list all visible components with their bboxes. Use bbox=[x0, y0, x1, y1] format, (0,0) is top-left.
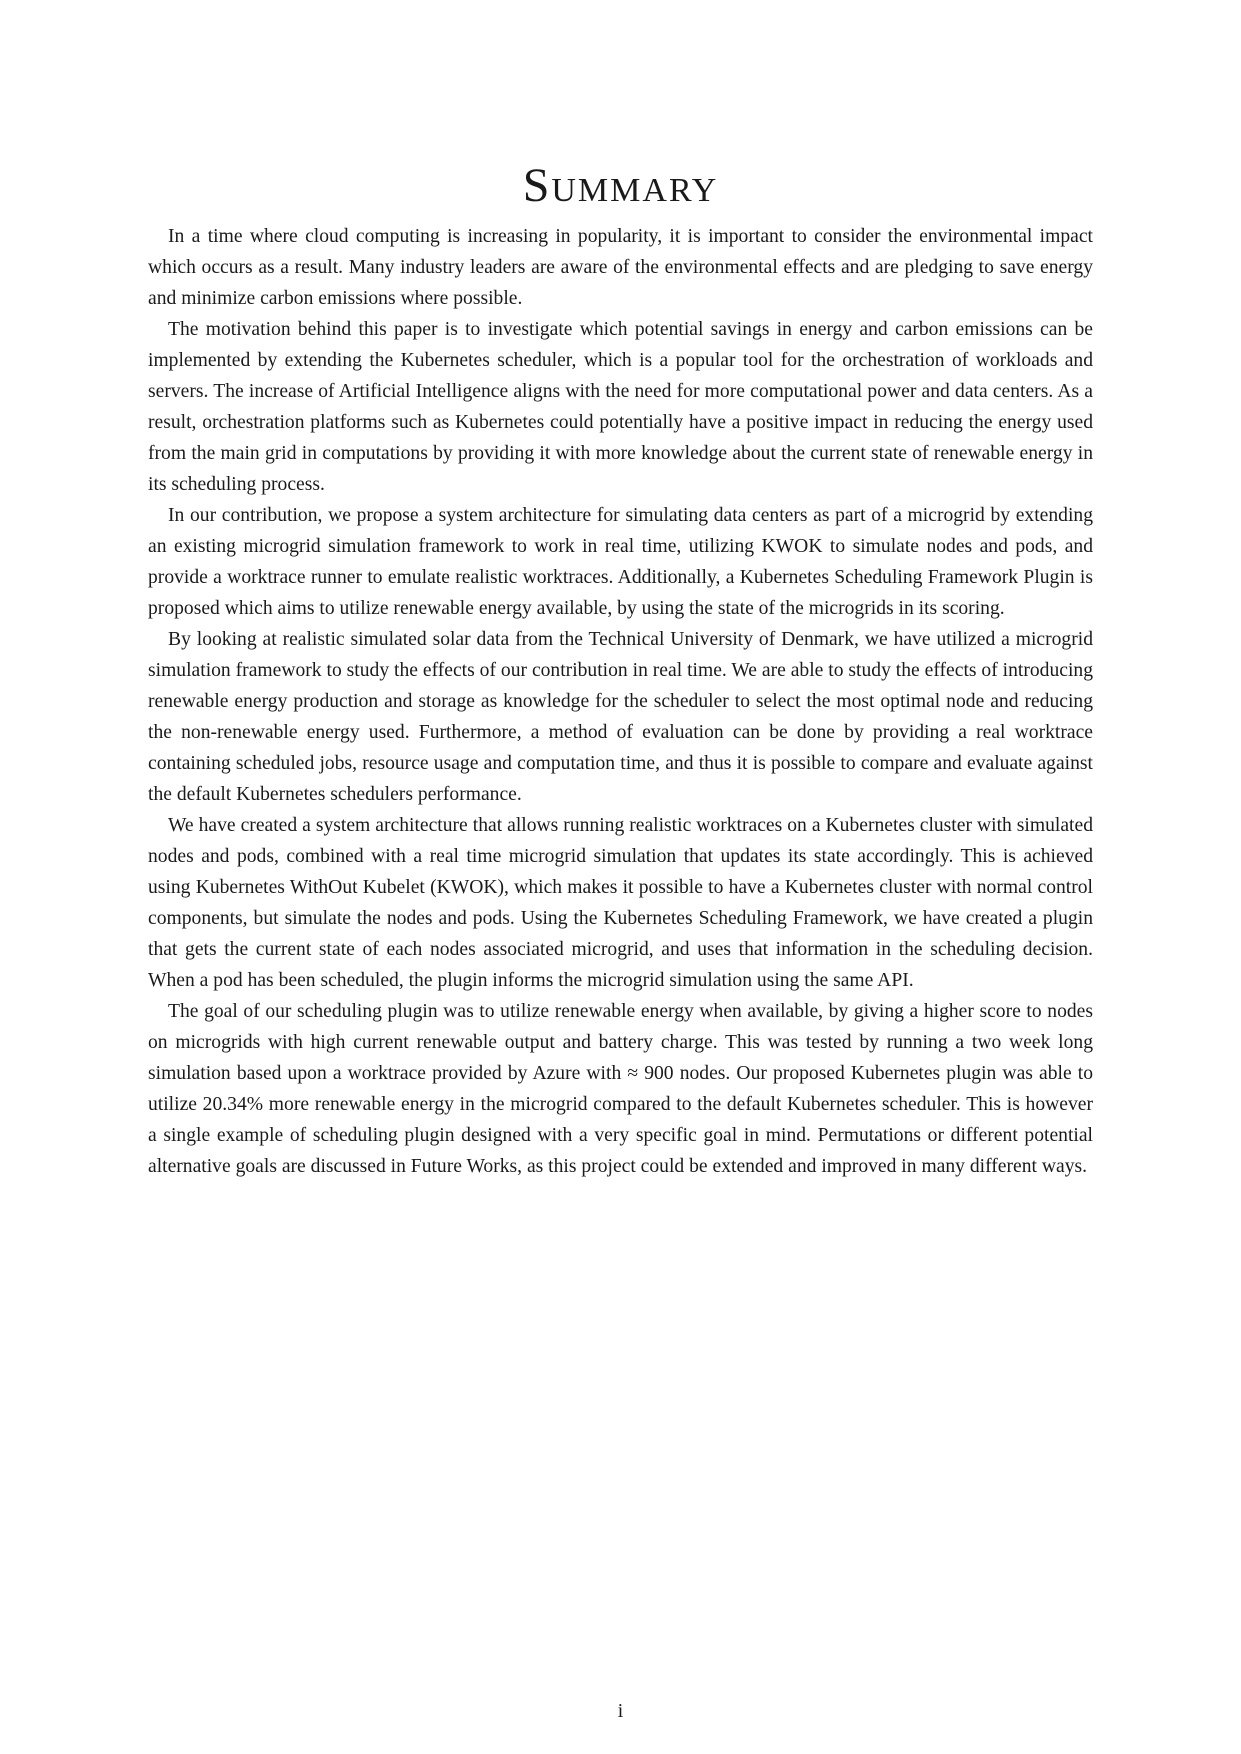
page-number: i bbox=[617, 1701, 624, 1722]
paragraph-5: We have created a system architecture that allows running realistic worktraces on a Kubernetes cluster with simulated nodes and pods, combined with a real time microgrid simulation that updates its state accordingly. This is achieved using Kubernetes WithOut Kubelet (KWOK), which makes it possible to have a Kubernetes cluster with normal control components, but simulate the nodes and pods. Using the Kubernetes Scheduling Framework, we have created a plugin that gets the current state of each nodes associated microgrid, and uses that information in the scheduling decision. When a pod has been scheduled, the plugin informs the microgrid simulation using the same API. bbox=[148, 815, 1093, 991]
paragraph-6: The goal of our scheduling plugin was to utilize renewable energy when available, by giving a higher score to nodes on microgrids with high current renewable output and battery charge. This was tested by running a two week long simulation based upon a worktrace provided by Azure with ≈ 900 nodes. Our proposed Kubernetes plugin was able to utilize 20.34% more renewable energy in the microgrid compared to the default Kubernetes scheduler. This is however a single example of scheduling plugin designed with a very specific goal in mind. Permutations or different potential alternative goals are discussed in Future Works, as this project could be extended and improved in many different ways. bbox=[148, 1001, 1093, 1177]
paragraph-1: In a time where cloud computing is increasing in popularity, it is important to consider the environmental impact which occurs as a result. Many industry leaders are aware of the environmental effects and are pledging to save energy and minimize carbon emissions where possible. bbox=[148, 226, 1093, 309]
paragraph-2: The motivation behind this paper is to investigate which potential savings in energy and carbon emissions can be implemented by extending the Kubernetes scheduler, which is a popular tool for the orchestration of workloads and servers. The increase of Artificial Intelligence aligns with the need for more computational power and data centers. As a result, orchestration platforms such as Kubernetes could potentially have a positive impact in reducing the energy used from the main grid in computations by providing it with more knowledge about the current state of renewable energy in its scheduling process. bbox=[148, 319, 1093, 495]
summary-body bbox=[148, 221, 1093, 1182]
paragraph-4: By looking at realistic simulated solar data from the Technical University of Denmark, we have utilized a microgrid simulation framework to study the effects of our contribution in real time. We are able to study the effects of introducing renewable energy production and storage as knowledge for the scheduler to select the most optimal node and reducing the non-renewable energy used. Furthermore, a method of evaluation can be done by providing a real worktrace containing scheduled jobs, resource usage and computation time, and thus it is possible to compare and evaluate against the default Kubernetes schedulers performance. bbox=[148, 629, 1093, 805]
paragraph-3: In our contribution, we propose a system architecture for simulating data centers as part of a microgrid by extending an existing microgrid simulation framework to work in real time, utilizing KWOK to simulate nodes and pods, and provide a worktrace runner to emulate realistic worktraces. Additionally, a Kubernetes Scheduling Framework Plugin is proposed which aims to utilize renewable energy available, by using the state of the microgrids in its scoring. bbox=[148, 505, 1093, 619]
page-title: Summary bbox=[522, 159, 719, 212]
